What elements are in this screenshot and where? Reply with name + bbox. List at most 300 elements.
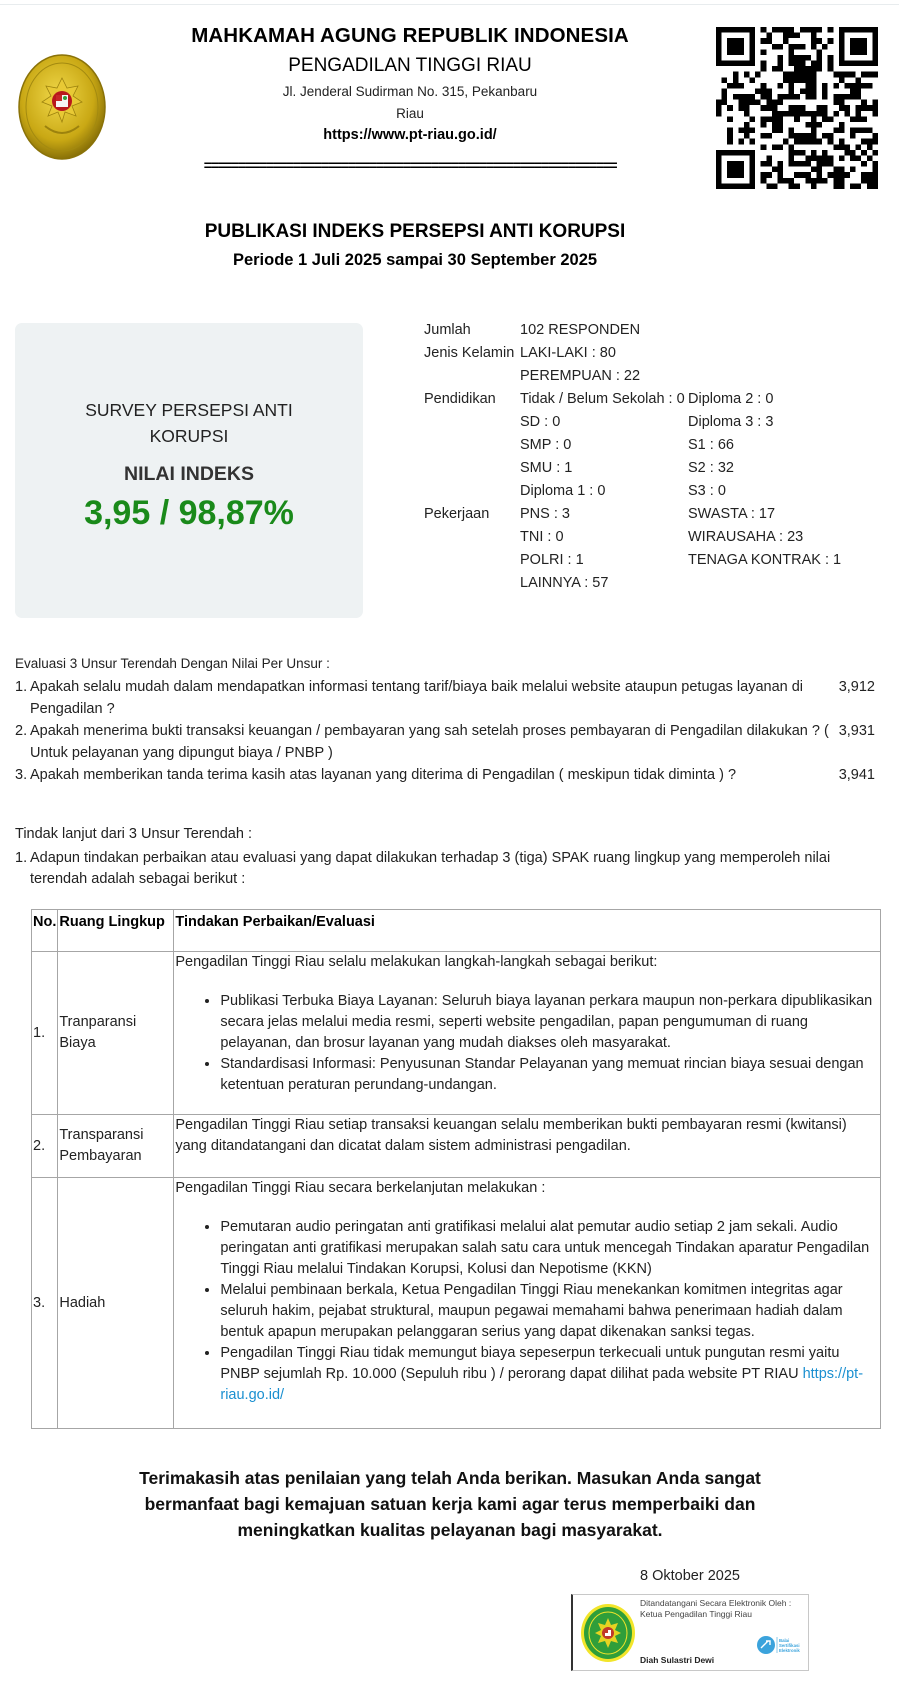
qr-module [800,150,806,156]
qr-module [766,133,772,139]
qr-module [761,61,767,67]
court-website-link[interactable]: https://www.pt-riau.go.id/ [323,127,497,143]
evaluation-number: 3. [15,767,28,783]
qr-module [744,72,750,78]
court-address: Jl. Jenderal Sudirman No. 315, Pekanbaru [282,84,538,99]
qr-module [789,133,795,139]
qr-module [805,139,811,145]
action-bullet: • Melalui pembinaan berkala, Ketua Pengadilan Tinggi Riau menekankan komitmen integritas agar seluruh hakim, pejabat struktural, maupun pegawai memahami bahwa penerimaan hadiah dalam bentuk apapun merupakan pelanggaran serius yang dapat dikenakan sanksi tegas. [220,1280,879,1343]
qr-module [789,27,795,33]
qr-module [761,116,767,122]
qr-module [777,167,783,173]
qr-module [839,144,845,150]
qr-module [872,133,878,139]
job-item: TNI : 0 [520,529,564,545]
qr-module [805,161,811,167]
qr-module [822,83,828,89]
qr-module [789,111,795,117]
qr-module [766,100,772,106]
evaluation-item [15,676,875,720]
evaluation-heading: Evaluasi 3 Unsur Terendah Dengan Nilai Per Unsur : [15,656,330,671]
qr-module [839,139,845,145]
qr-module [800,111,806,117]
signer-name: Diah Sulastri Dewi [640,1655,715,1665]
qr-module [783,111,789,117]
evaluation-item [15,764,875,786]
qr-module [844,72,850,78]
qr-module [789,155,795,161]
qr-module [733,77,739,83]
qr-module [783,77,789,83]
qr-module [833,183,839,189]
qr-module [800,27,806,33]
qr-module [738,105,744,111]
qr-module [839,183,845,189]
qr-module [805,178,811,184]
qr-module [794,183,800,189]
qr-module [789,72,795,78]
action-intro: Pengadilan Tinggi Riau setiap transaksi keuangan selalu memberikan bukti pembayaran resmi (kwitansi) yang ditandatangani dan dicatat dalam sistem administrasi pengadilan. [175,1117,847,1154]
qr-module [856,94,862,100]
qr-module [772,144,778,150]
qr-module [805,72,811,78]
index-value: 3,95 / 98,87% [84,494,294,532]
qr-module [872,178,878,184]
qr-module [872,139,878,145]
action-bullet [220,1343,879,1406]
bsre-text: Elektronik [779,1648,800,1653]
qr-module [828,55,834,61]
qr-module [794,150,800,156]
qr-module [744,111,750,117]
qr-module [783,38,789,44]
qr-module [867,144,873,150]
column-header-action: Tindakan Perbaikan/Evaluasi [174,910,881,952]
qr-module [872,72,878,78]
qr-module [800,61,806,67]
qr-module [811,111,817,117]
gender-label: Jenis Kelamin [424,345,515,361]
qr-module [850,83,856,89]
survey-label: SURVEY PERSEPSI ANTI KORUPSI [85,400,293,446]
action-bullet-text: Pengadilan Tinggi Riau tidak memungut biaya sepeserpun terkecuali untuk pungutan resmi yaitu PNBP sejumlah Rp. 10.000 (Sepuluh ribu ) / perorang dapat dilihat pada website PT RIAU [220,1345,840,1382]
table-row [32,1115,881,1178]
corrective-action-table [31,909,881,1429]
qr-module [772,111,778,117]
qr-module [750,116,756,122]
qr-module [839,155,845,161]
qr-module [772,122,778,128]
action-bullets [175,991,879,1096]
qr-module [839,178,845,184]
qr-module [789,183,795,189]
qr-module [822,178,828,184]
qr-module [872,172,878,178]
education-item: Diploma 2 : 0 [688,391,774,407]
pengadilan-tinggi-seal-icon [579,1602,637,1664]
electronic-signature-box [571,1594,809,1671]
qr-module [794,77,800,83]
header-separator: ============================================================ [203,157,617,173]
action-bullet: • Pemutaran audio peringatan anti gratifikasi melalui alat pemutar audio setiap 2 jam sekali. Audio peringatan anti gratifikasi merupakan salah satu cara untuk mencegah Tindakan aparatur Pengadilan Tinggi Riau melalui Tindakan Korupsi, Kolusi dan Nepotisme (KKN) [220,1217,879,1280]
qr-module [716,105,722,111]
row-number: 2. [32,1115,58,1178]
row-action [174,1115,881,1178]
qr-module [738,100,744,106]
qr-module [861,161,867,167]
qr-module [844,144,850,150]
qr-module [794,61,800,67]
qr-module [850,183,856,189]
qr-module [817,27,823,33]
signer-position: Ketua Pengadilan Tinggi Riau [640,1609,752,1619]
qr-module [761,27,767,33]
qr-module [833,111,839,117]
qr-module [727,139,733,145]
qr-module [777,66,783,72]
evaluation-question: Apakah menerima bukti transaksi keuangan / pembayaran yang sah setelah proses pembayaran di Pengadilan dilakukan ? ( Untuk pelayanan yang dipungut biaya / PNBP ) [30,723,829,761]
qr-module [716,100,722,106]
qr-module [861,139,867,145]
qr-module [822,116,828,122]
action-bullets [175,1217,879,1406]
qr-module [817,111,823,117]
signature-date: 8 Oktober 2025 [640,1568,740,1584]
qr-module [800,161,806,167]
qr-module [867,183,873,189]
qr-module [811,122,817,128]
qr-module [738,83,744,89]
qr-module [800,139,806,145]
qr-module [850,167,856,173]
court-city: Riau [396,106,424,121]
qr-module [811,44,817,50]
qr-module [805,155,811,161]
qr-module [766,105,772,111]
row-action [174,1178,881,1429]
qr-module [800,77,806,83]
qr-module [861,105,867,111]
evaluation-score: 3,912 [838,679,875,695]
qr-module [856,111,862,117]
qr-module [811,139,817,145]
qr-module [856,83,862,89]
bsre-text: Balai [779,1638,790,1643]
qr-module [766,183,772,189]
education-label: Pendidikan [424,391,496,407]
qr-module [800,55,806,61]
qr-module [867,72,873,78]
qr-module [761,122,767,128]
index-label: NILAI INDEKS [123,463,254,485]
qr-module [805,27,811,33]
qr-module [811,83,817,89]
qr-module [789,128,795,134]
qr-module [794,139,800,145]
qr-module [828,116,834,122]
qr-module [794,94,800,100]
qr-module [766,88,772,94]
qr-module [828,172,834,178]
qr-module [750,77,756,83]
qr-module [811,128,817,134]
education-item: S3 : 0 [688,483,726,499]
qr-module [744,128,750,134]
qr-module [833,72,839,78]
qr-module [772,128,778,134]
qr-module [800,133,806,139]
qr-module [789,161,795,167]
row-scope: Tranparansi Biaya [58,952,174,1115]
qr-module [817,178,823,184]
qr-module [789,144,795,150]
publication-title: PUBLIKASI INDEKS PERSEPSI ANTI KORUPSI [204,221,626,242]
qr-module [828,155,834,161]
qr-module [766,94,772,100]
qr-module [844,94,850,100]
qr-module [817,122,823,128]
qr-module [722,88,728,94]
qr-module [850,155,856,161]
qr-module [839,128,845,134]
qr-module [789,88,795,94]
qr-module [750,100,756,106]
row-number: 3. [32,1178,58,1429]
education-item: Diploma 1 : 0 [520,483,606,499]
bsre-text: Sertifikasi [779,1643,800,1648]
qr-module [789,105,795,111]
qr-module [861,72,867,78]
qr-module [822,150,828,156]
qr-module [817,49,823,55]
qr-module [844,83,850,89]
qr-module [811,116,817,122]
qr-module [761,83,767,89]
qr-module [744,100,750,106]
qr-module [833,172,839,178]
signature-caption: Ditandatangani Secara Elektronik Oleh : [640,1598,792,1608]
qr-module [794,33,800,39]
qr-module [777,178,783,184]
row-scope: Hadiah [58,1178,174,1429]
qr-module [761,88,767,94]
qr-module [794,116,800,122]
qr-module [789,178,795,184]
education-item: SMP : 0 [520,437,572,453]
qr-module [811,77,817,83]
qr-module [761,105,767,111]
qr-module [783,139,789,145]
education-item: SMU : 1 [520,460,573,476]
qr-module [761,38,767,44]
evaluation-score: 3,941 [838,767,875,783]
qr-module [817,155,823,161]
qr-module [761,172,767,178]
qr-module [811,88,817,94]
qr-module [861,128,867,134]
qr-module [844,111,850,117]
qr-module [766,38,772,44]
qr-module [777,27,783,33]
top-border [0,4,899,5]
publication-period: Periode 1 Juli 2025 sampai 30 September 2025 [232,251,598,269]
qr-module [777,44,783,50]
qr-module [817,167,823,173]
pt-riau-website-link[interactable]: https://pt-riau.go.id/ [220,1366,864,1403]
qr-module [777,172,783,178]
qr-module [783,27,789,33]
qr-module [738,128,744,134]
qr-module [850,128,856,134]
qr-module [777,122,783,128]
qr-module [828,133,834,139]
qr-module [733,72,739,78]
action-intro: Pengadilan Tinggi Riau selalu melakukan langkah-langkah sebagai berikut: [175,954,658,970]
qr-module [722,100,728,106]
qr-module [850,94,856,100]
qr-module [766,161,772,167]
qr-module [800,105,806,111]
qr-module [861,172,867,178]
row-number: 1. [32,952,58,1115]
qr-module [755,72,761,78]
qr-module [805,77,811,83]
qr-module [777,61,783,67]
qr-module [772,100,778,106]
job-item: SWASTA : 17 [688,506,776,522]
thank-you-message: Terimakasih atas penilaian yang telah Anda berikan. Masukan Anda sangat bermanfaat bagi kemajuan satuan kerja kami agar terus memperbaiki dan meningkatkan kualitas pelayanan bagi masyarakat. [139,1468,761,1540]
qr-module [794,44,800,50]
evaluation-question: Apakah memberikan tanda terima kasih atas layanan yang diterima di Pengadilan ( meskipun tidak diminta ) ? [30,767,737,783]
qr-module [867,172,873,178]
qr-module [839,100,845,106]
qr-module [727,116,733,122]
qr-module [822,161,828,167]
qr-module [817,172,823,178]
qr-module [811,72,817,78]
education-item: S1 : 66 [688,437,734,453]
qr-module [856,144,862,150]
qr-module [861,83,867,89]
qr-module [811,150,817,156]
qr-module [856,183,862,189]
qr-module [822,88,828,94]
gender-male: LAKI-LAKI : 80 [520,345,616,361]
qr-module [761,161,767,167]
qr-module [738,139,744,145]
follow-up-item [15,848,865,890]
qr-module [789,44,795,50]
qr-module [833,167,839,173]
qr-module [811,33,817,39]
qr-module [727,83,733,89]
evaluation-list [15,676,875,786]
evaluation-number: 2. [15,723,28,739]
qr-module [794,161,800,167]
qr-module [872,167,878,173]
qr-module [856,155,862,161]
qr-module [828,61,834,67]
qr-module [744,133,750,139]
qr-module [850,150,856,156]
qr-module [822,155,828,161]
action-intro: Pengadilan Tinggi Riau secara berkelanjutan melakukan : [175,1180,546,1196]
qr-module [811,94,817,100]
gender-female: PEREMPUAN : 22 [520,368,641,384]
qr-module [800,172,806,178]
qr-module [811,66,817,72]
qr-module [794,105,800,111]
qr-module [839,167,845,173]
row-scope: Transparansi Pembayaran [58,1115,174,1178]
qr-module [761,133,767,139]
qr-module [761,144,767,150]
qr-module [722,94,728,100]
qr-module [811,61,817,67]
qr-module [783,33,789,39]
qr-module [805,83,811,89]
job-label: Pekerjaan [424,506,490,522]
qr-module [856,105,862,111]
qr-module [733,94,739,100]
qr-module [800,44,806,50]
qr-module [861,100,867,106]
qr-module [772,167,778,173]
education-item: S2 : 32 [688,460,734,476]
qr-module [755,88,761,94]
table-header-row [32,910,881,952]
qr-module [839,172,845,178]
qr-module [789,33,795,39]
qr-module [777,111,783,117]
job-item: LAINNYA : 57 [520,575,609,591]
evaluation-item [15,720,875,764]
qr-module [794,72,800,78]
qr-module [772,66,778,72]
qr-module [856,116,862,122]
qr-module [822,105,828,111]
qr-module [839,72,845,78]
follow-up-text: Adapun tindakan perbaikan atau evaluasi yang dapat dilakukan terhadap 3 (tiga) SPAK ruang lingkup yang memperoleh nilai terendah adalah sebagai berikut : [30,850,831,887]
qr-module [777,128,783,134]
jumlah-label: Jumlah [424,322,471,338]
qr-module [761,94,767,100]
bsre-certificate-logo-icon [756,1635,806,1655]
index-score-card [15,323,363,618]
qr-module [833,94,839,100]
action-bullet: • Standardisasi Informasi: Penyusunan Standar Pelayanan yang memuat rincian biaya sesuai dengan ketentuan peraturan perundang-undangan. [220,1054,879,1096]
qr-module [777,55,783,61]
qr-module [766,172,772,178]
qr-module [777,161,783,167]
qr-module [805,55,811,61]
court-name: PENGADILAN TINGGI RIAU [288,55,532,76]
qr-module [772,27,778,33]
education-item: Tidak / Belum Sekolah : 0 [520,391,685,407]
qr-module [817,139,823,145]
jumlah-value: 102 RESPONDEN [520,322,641,338]
job-item: POLRI : 1 [520,552,584,568]
qr-module [750,139,756,145]
qr-module [811,178,817,184]
qr-module [822,44,828,50]
qr-module [867,83,873,89]
qr-module [755,100,761,106]
qr-module [777,94,783,100]
follow-up-heading: Tindak lanjut dari 3 Unsur Terendah : [15,826,252,842]
qr-module [811,155,817,161]
job-item: PNS : 3 [520,506,570,522]
